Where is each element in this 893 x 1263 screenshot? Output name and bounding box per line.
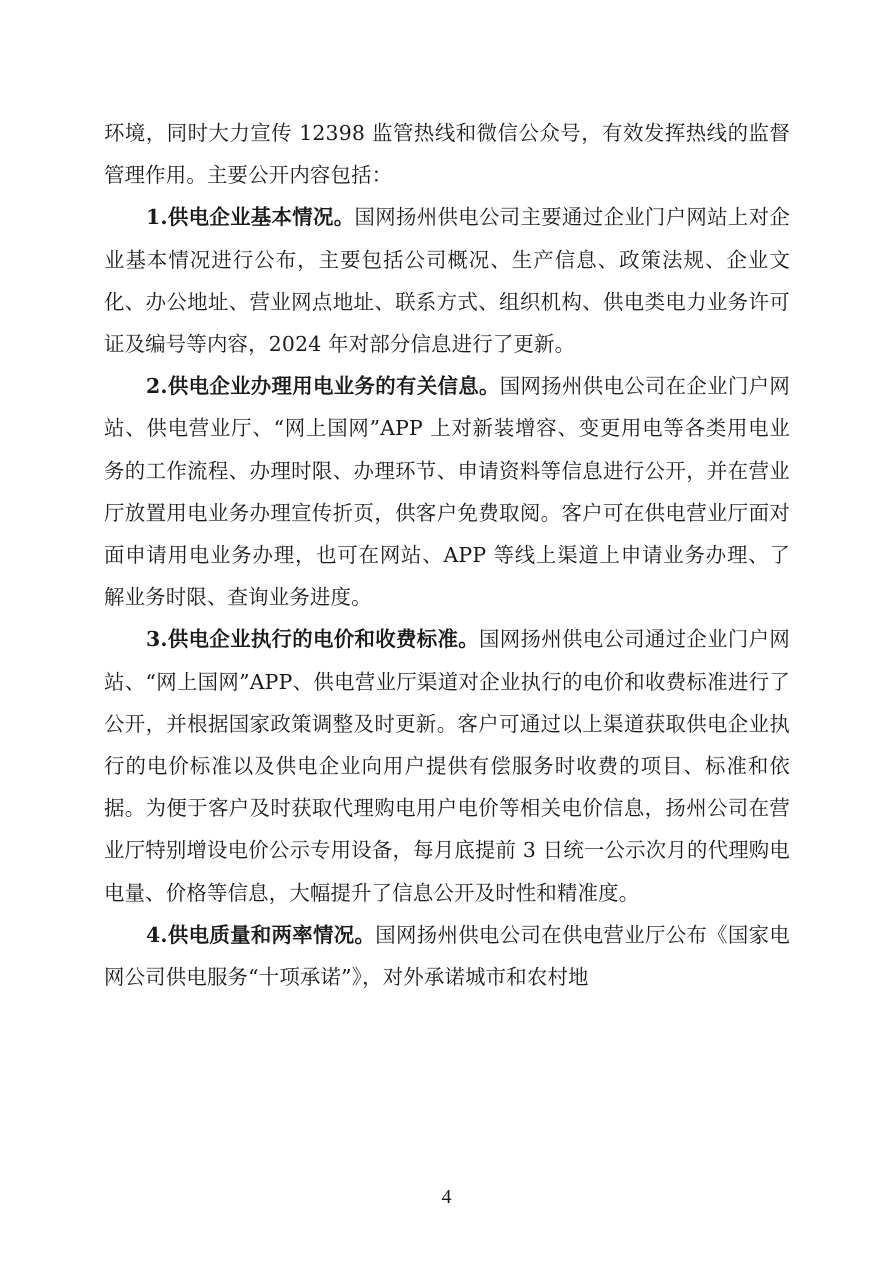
section-2-heading: 2.供电企业办理用电业务的有关信息。 <box>146 374 500 399</box>
section-1-paragraph <box>104 196 790 365</box>
section-4-body: 国网扬州供电公司在供电营业厅公布《国家电网公司供电服务“十项承诺”》，对外承诺城市和农村地 <box>104 922 791 990</box>
section-4-heading: 4.供电质量和两率情况。 <box>146 922 376 947</box>
section-2-paragraph <box>104 365 790 618</box>
section-1-body: 国网扬州供电公司主要通过企业门户网站上对企业基本情况进行公布，主要包括公司概况、生产信息、政策法规、企业文化、办公地址、营业网点地址、联系方式、组织机构、供电类电力业务许可证及编号等内容，2024 年对部分信息进行了更新。 <box>104 205 790 357</box>
intro-paragraph: 环境，同时大力宣传 12398 监管热线和微信公众号，有效发挥热线的监督管理作用。主要公开内容包括： <box>104 121 790 188</box>
section-2-body: 国网扬州供电公司在企业门户网站、供电营业厅、“网上国网”APP 上对新装增容、变更用电等各类用电业务的工作流程、办理时限、办理环节、申请资料等信息进行公开，并在营业厅放置用电业务办理宣传折页，供客户免费取阅。客户可在供电营业厅面对面申请用电业务办理，也可在网站、APP 等线上渠道上申请业务办理、了解业务时限、查询业务进度。 <box>104 374 790 610</box>
page-number: 4 <box>441 1186 452 1208</box>
section-1-heading: 1.供电企业基本情况。 <box>146 205 355 230</box>
section-3-heading: 3.供电企业执行的电价和收费标准。 <box>146 627 479 652</box>
section-3-body: 国网扬州供电公司通过企业门户网站、“网上国网”APP、供电营业厅渠道对企业执行的电价和收费标准进行了公开，并根据国家政策调整及时更新。客户可通过以上渠道获取供电企业执行的电价标准以及供电企业向用户提供有偿服务时收费的项目、标准和依据。为便于客户及时获取代理购电用户电价等相关电价信息，扬州公司在营业厅特别增设电价公示专用设备，每月底提前 3 日统一公示次月的代理购电电量、价格等信息，大幅提升了信息公开及时性和精准度。 <box>104 627 791 905</box>
document-page <box>104 112 790 998</box>
section-4-paragraph <box>104 914 790 998</box>
section-3-paragraph <box>104 618 790 913</box>
